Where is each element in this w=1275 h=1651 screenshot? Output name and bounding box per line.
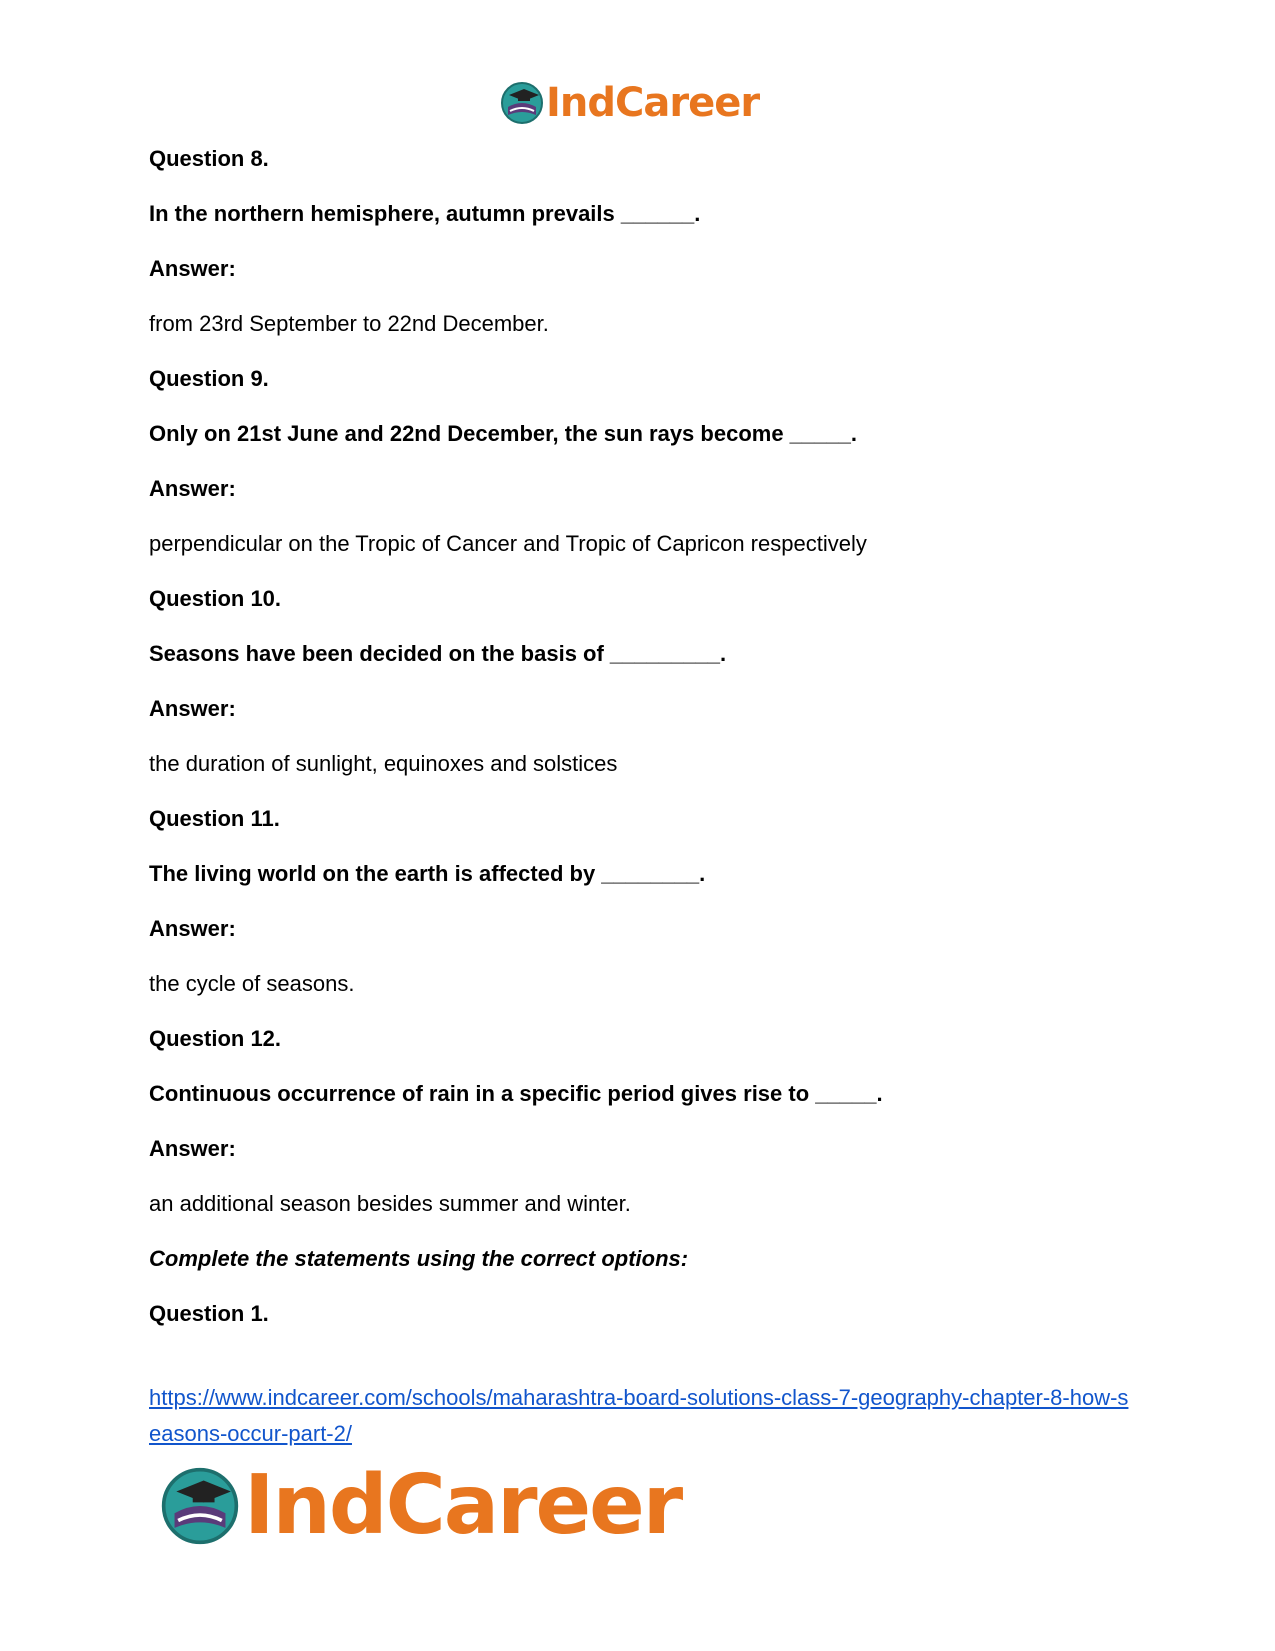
- answer-text: perpendicular on the Tropic of Cancer and Tropic of Capricon respectively: [149, 531, 867, 556]
- question-label: Question 12.: [149, 1026, 282, 1051]
- question-label: Question 9.: [149, 366, 269, 391]
- answer-text: the duration of sunlight, equinoxes and solstices: [149, 751, 618, 776]
- next-question-label: Question 1.: [149, 1301, 269, 1326]
- question-label: Question 10.: [149, 586, 282, 611]
- question-text: The living world on the earth is affected by ________.: [149, 861, 706, 886]
- footer-logo-text: IndCareer: [244, 1458, 682, 1553]
- answer-text: an additional season besides summer and winter.: [149, 1191, 631, 1216]
- question-text: Only on 21st June and 22nd December, the sun rays become _____.: [149, 421, 857, 446]
- document-content: [149, 146, 1139, 1356]
- footer-logo: [160, 1458, 682, 1553]
- answer-label: Answer:: [149, 476, 236, 501]
- answer-label: Answer:: [149, 696, 236, 721]
- question-text: Continuous occurrence of rain in a specific period gives rise to _____.: [149, 1081, 883, 1106]
- source-link[interactable]: https://www.indcareer.com/schools/maharashtra-board-solutions-class-7-geography-chapter-8-how-seasons-occur-part-2/: [149, 1385, 1129, 1446]
- answer-label: Answer:: [149, 916, 236, 941]
- answer-label: Answer:: [149, 256, 236, 281]
- question-label: Question 8.: [149, 146, 269, 171]
- question-text: In the northern hemisphere, autumn prevails ______.: [149, 201, 701, 226]
- answer-text: the cycle of seasons.: [149, 971, 355, 996]
- logo-globe-icon: [500, 81, 544, 125]
- logo-globe-icon: [160, 1466, 240, 1546]
- answer-text: from 23rd September to 22nd December.: [149, 311, 549, 336]
- answer-label: Answer:: [149, 1136, 236, 1161]
- header-logo: [500, 78, 759, 128]
- question-label: Question 11.: [149, 806, 280, 831]
- section-heading: Complete the statements using the correct options:: [149, 1246, 689, 1271]
- question-text: Seasons have been decided on the basis of _________.: [149, 641, 727, 666]
- header-logo-text: IndCareer: [546, 80, 760, 126]
